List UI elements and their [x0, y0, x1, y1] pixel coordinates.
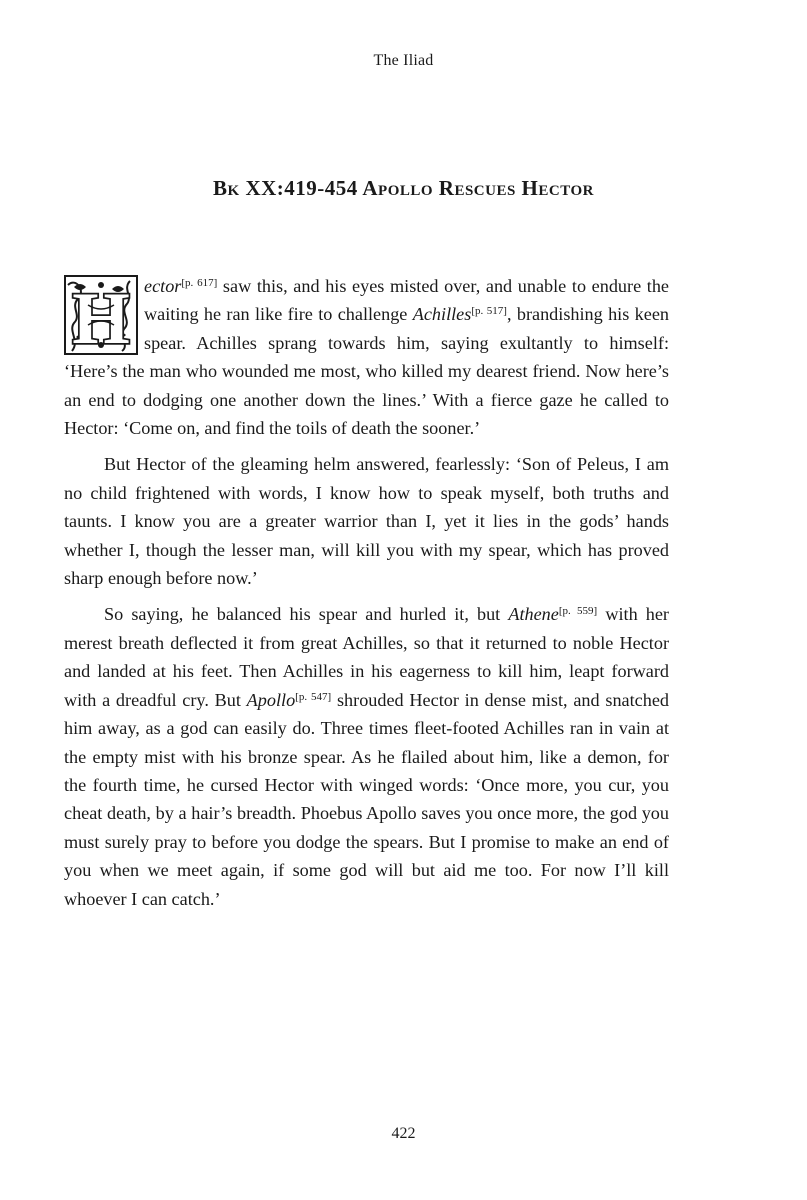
page-ref-link[interactable]: [p. 559] — [558, 605, 598, 618]
running-head: The Iliad — [373, 52, 434, 69]
page-number: 422 — [391, 1125, 416, 1142]
name-apollo: Apollo — [246, 689, 296, 710]
paragraph-2: But Hector of the gleaming helm answered, fearlessly: ‘Son of Peleus, I am no child frightened with words, I know how to speak myself, both truths and taunts. I know you are a greater warrior than I, yet it lies in the gods’ hands whether I, though the lesser man, will kill you with my spear, which has proved sharp enough before now.’ — [64, 454, 669, 589]
paragraph-text: So saying, he balanced his spear and hurled it, but — [104, 604, 509, 625]
paragraph-text: , brandishing his keen spear. Achilles sprang towards him, saying exultantly to himself: ‘Here’s the man who wounded me most, who killed my dearest friend. Now here’s an end to dodging one another down the lines.’ With a fierce gaze he called to Hector: ‘Come on, and find the toils of death the sooner.’ — [64, 304, 670, 439]
body-text — [64, 272, 669, 921]
decorative-drop-cap-h — [64, 275, 138, 355]
page-ref-link[interactable]: [p. 617] — [181, 277, 218, 289]
paragraph-text: with her merest breath deflected it from great Achilles, so that it returned to noble Hector and landed at his feet. Then Achilles in his eagerness to kill him, leapt forward with a dreadful cry. But — [64, 604, 669, 710]
name-athene: Athene — [508, 604, 559, 625]
paragraph-text: saw this, and his eyes misted over, and unable to endure the waiting he ran like fire to challenge — [144, 276, 669, 325]
page-ref-link[interactable]: [p. 517] — [471, 305, 507, 318]
paragraph-3 — [64, 600, 669, 912]
name-achilles: Achilles — [412, 304, 472, 325]
paragraph-1 — [64, 272, 669, 442]
paragraph-text: shrouded Hector in dense mist, and snatched him away, as a god can easily do. Three times fleet-footed Achilles ran in vain at the empty mist with his bronze spear. As he flailed about him, like a demon, for the fourth time, he cursed Hector with winged words: ‘Once more, you cur, you cheat death, by a hair’s breadth. Phoebus Apollo saves you once more, the god you must surely pray to before you dodge the spears. But I promise to make an end of you when we meet again, if some god will but aid me too. For now I’ll kill whoever I can catch.’ — [64, 689, 670, 909]
drop-cap-letter: H — [72, 278, 130, 355]
page-ref-link[interactable]: [p. 547] — [295, 690, 332, 703]
name-hector: ector — [144, 276, 182, 296]
chapter-title: Bk XX:419-454 Apollo Rescues Hector — [213, 176, 594, 200]
